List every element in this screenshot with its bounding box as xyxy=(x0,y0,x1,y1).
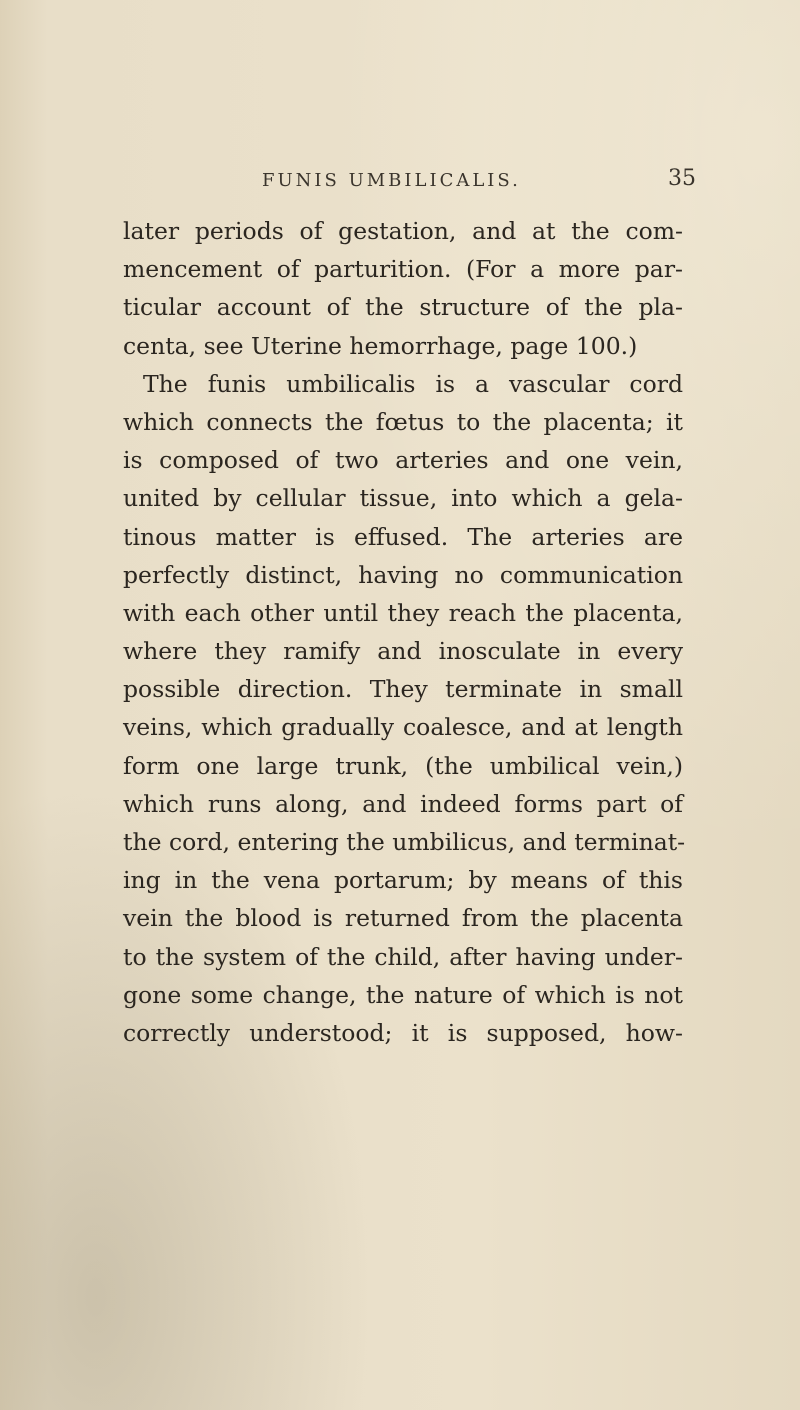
text-line: ticular account of the structure of the pla- xyxy=(123,293,683,322)
text-line: correctly understood; it is supposed, how- xyxy=(123,1018,683,1047)
text-line: is composed of two arteries and one vein, xyxy=(123,446,683,475)
text-line: which runs along, and indeed forms part of xyxy=(123,789,683,818)
running-head xyxy=(0,160,800,200)
text-line: to the system of the child, after having under- xyxy=(123,942,683,971)
body-text xyxy=(123,212,686,1052)
text-line: ing in the vena portarum; by means of this xyxy=(123,866,683,895)
text-line: united by cellular tissue, into which a gela- xyxy=(123,484,683,513)
text-line: the cord, entering the umbilicus, and terminat- xyxy=(123,828,686,856)
text-line: possible direction. They terminate in small xyxy=(123,675,683,704)
text-line: where they ramify and inosculate in every xyxy=(123,637,683,666)
text-line: perfectly distinct, having no communication xyxy=(123,560,683,589)
text-line: form one large trunk, (the umbilical vein,) xyxy=(123,751,683,780)
text-line: gone some change, the nature of which is not xyxy=(123,980,683,1009)
running-title: FUNIS UMBILICALIS. xyxy=(262,170,521,191)
text-line: later periods of gestation, and at the com- xyxy=(123,217,683,245)
text-line: tinous matter is effused. The arteries are xyxy=(123,522,683,551)
text-line: centa, see Uterine hemorrhage, page 100.) xyxy=(123,331,638,360)
page-number: 35 xyxy=(668,166,696,191)
text-line: mencement of parturition. (For a more par- xyxy=(123,255,683,284)
text-line: The funis umbilicalis is a vascular cord xyxy=(143,369,683,398)
text-line: vein the blood is returned from the placenta xyxy=(123,904,683,933)
text-line: which connects the fœtus to the placenta; it xyxy=(123,407,683,436)
text-line: veins, which gradually coalesce, and at length xyxy=(123,713,683,742)
text-line: with each other until they reach the placenta, xyxy=(123,598,683,627)
